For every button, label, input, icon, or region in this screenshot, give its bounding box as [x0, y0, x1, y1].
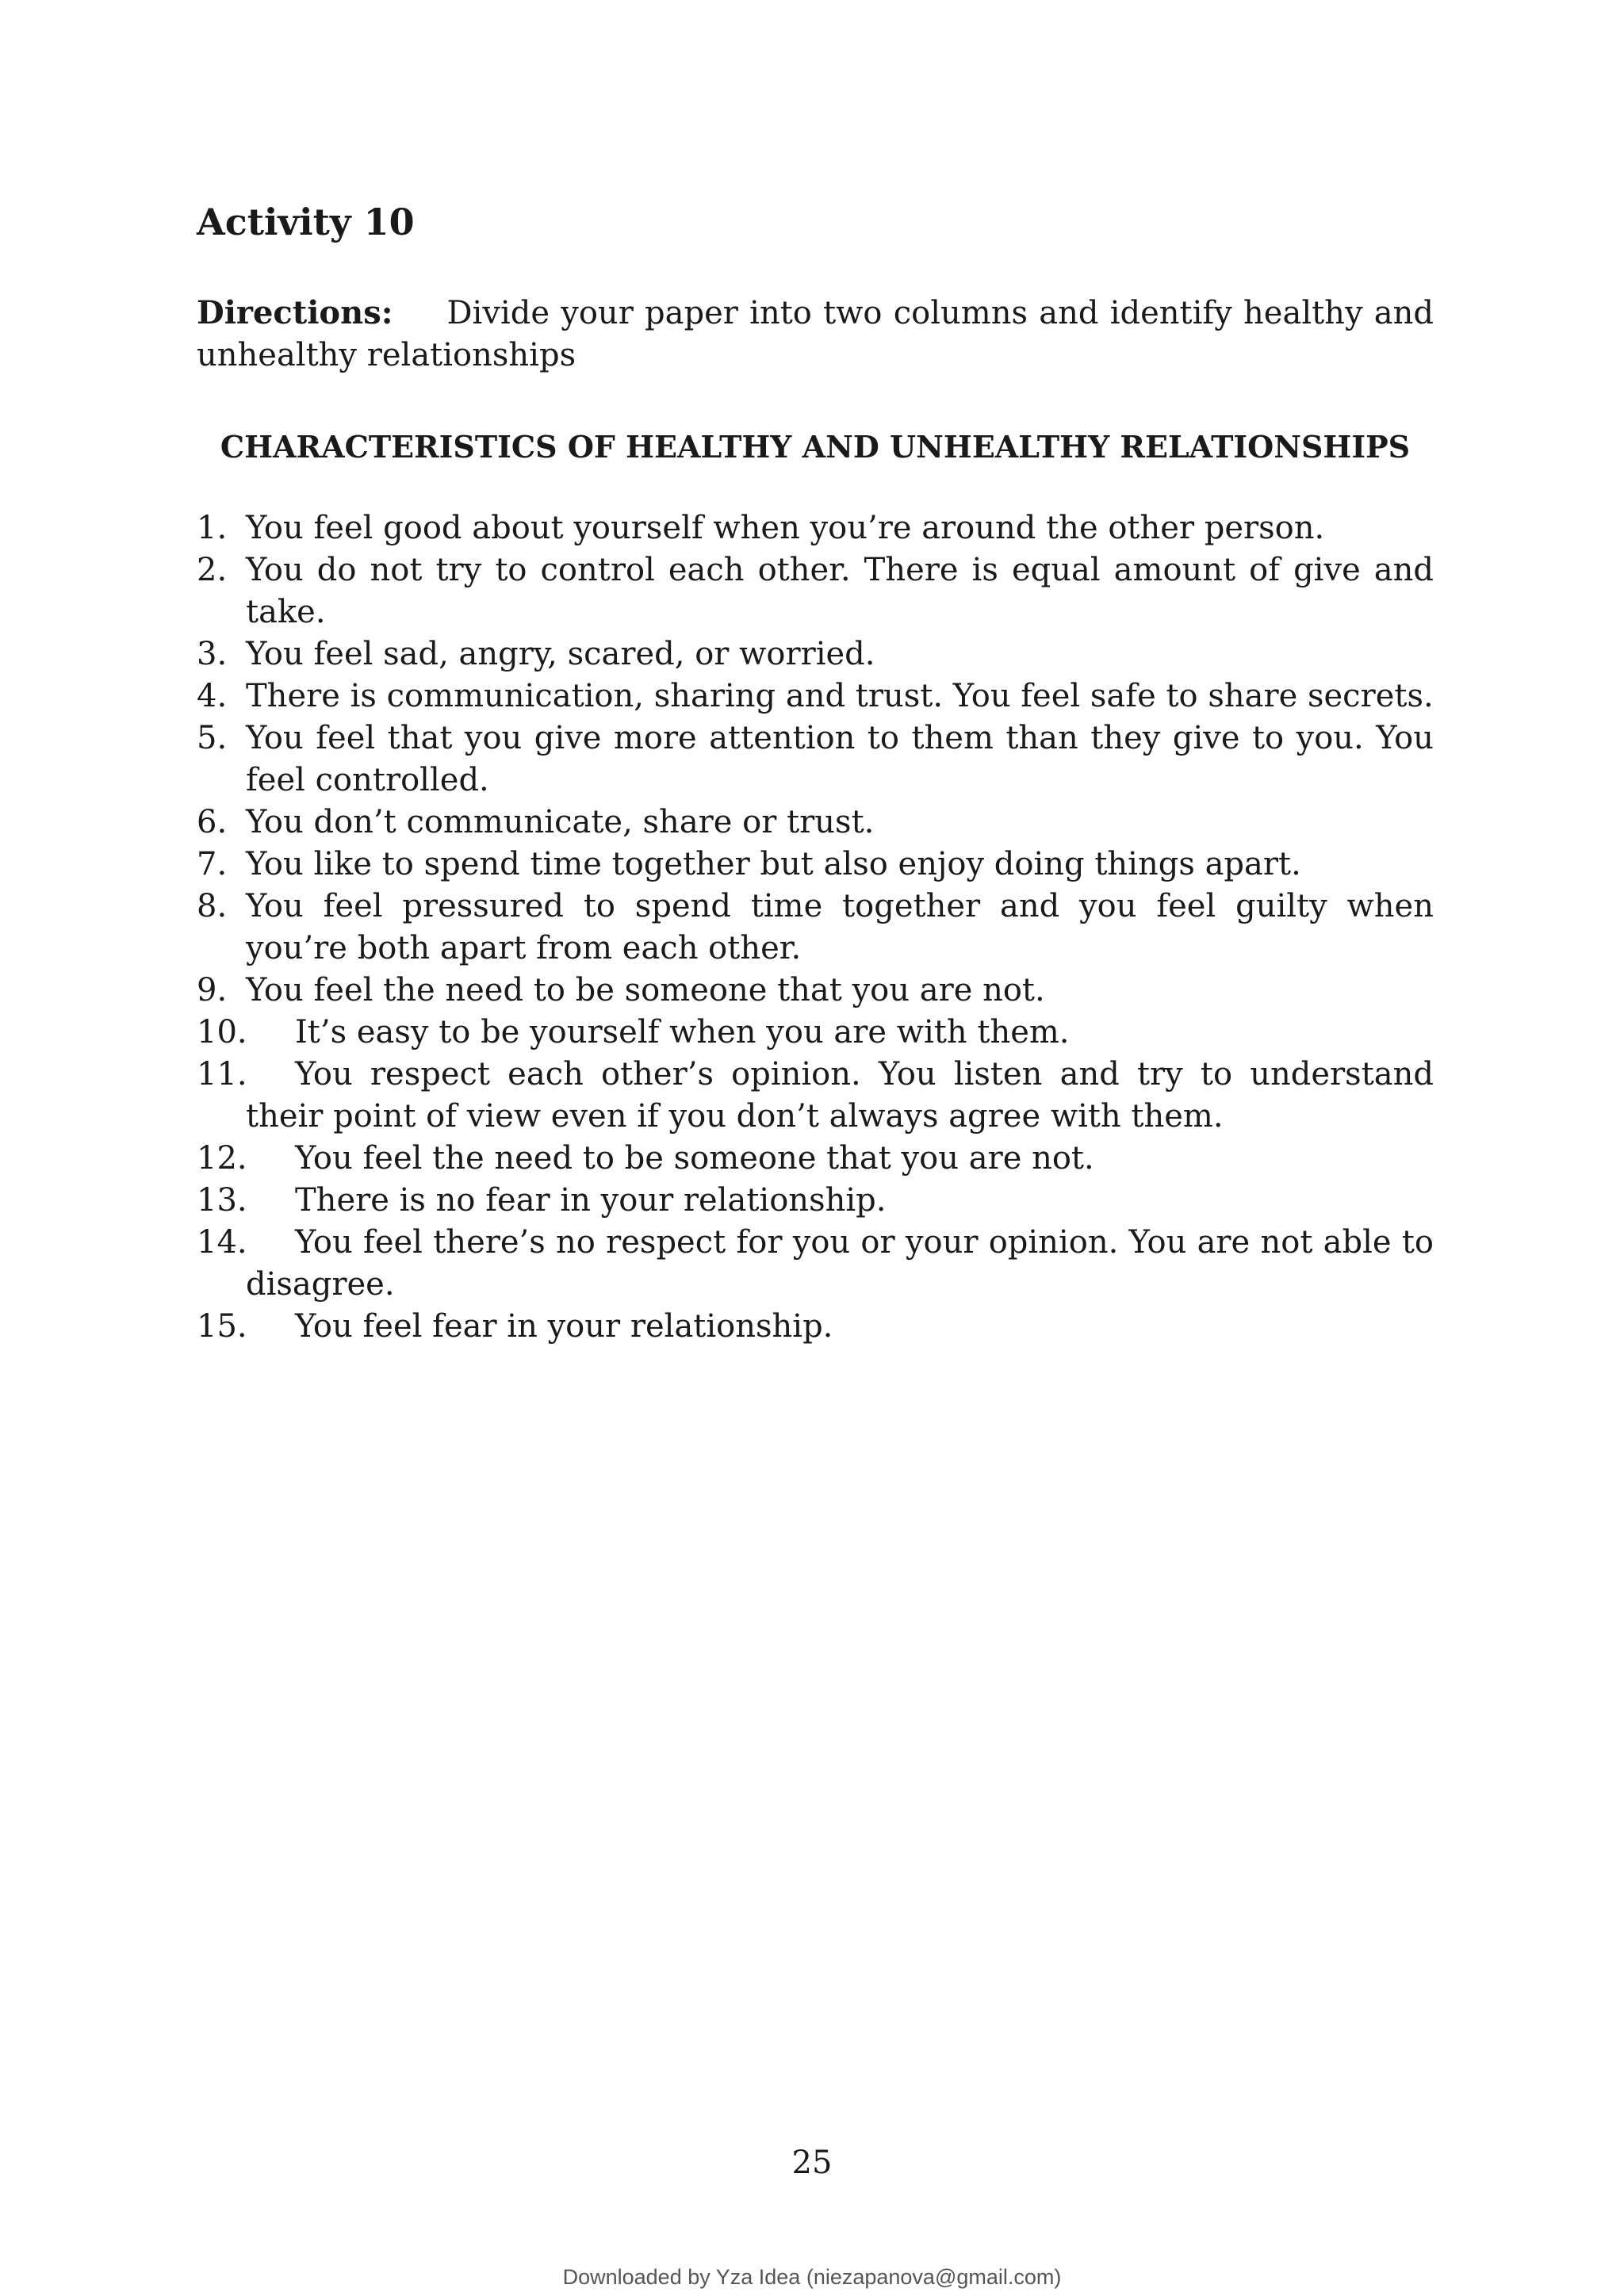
list-item	[197, 970, 1434, 1012]
list-item-text: You feel the need to be someone that you are not.	[295, 1140, 1094, 1177]
list-item-text: You feel the need to be someone that you are not.	[246, 972, 1045, 1008]
list-item	[197, 507, 1434, 549]
list-item	[197, 549, 1434, 633]
directions-label: Directions:	[197, 294, 393, 331]
list-item-text: You like to spend time together but also enjoy doing things apart.	[246, 846, 1301, 882]
page-title: Activity 10	[197, 201, 415, 243]
list-item-number: 1.	[197, 510, 228, 546]
list-item	[197, 802, 1434, 844]
list-item-number: 6.	[197, 804, 228, 840]
list-item-number: 10.	[197, 1014, 247, 1050]
list-item-number: 3.	[197, 636, 228, 672]
list-item-number: 11.	[197, 1056, 247, 1093]
download-credit: Downloaded by Yza Idea (niezapanova@gmail.com)	[562, 2265, 1062, 2289]
list-item	[197, 675, 1434, 718]
list-item-text: It’s easy to be yourself when you are with them.	[295, 1014, 1070, 1050]
list-item-text: You feel pressured to spend time together and you feel guilty when you’re both apart from each other.	[246, 888, 1434, 966]
list-item	[197, 1054, 1434, 1138]
list-item-text: You respect each other’s opinion. You listen and try to understand their point of view even if you don’t always agree with them.	[246, 1056, 1434, 1135]
list-item-number: 8.	[197, 888, 228, 924]
list-item-number: 14.	[197, 1224, 247, 1261]
directions	[197, 292, 1434, 377]
page-number: 25	[791, 2145, 833, 2181]
list-item-number: 15.	[197, 1308, 247, 1345]
list-item-text: There is communication, sharing and trust. You feel safe to share secrets.	[246, 678, 1434, 714]
list-item	[197, 718, 1434, 802]
list-item-number: 13.	[197, 1182, 247, 1219]
list-item-text: You feel that you give more attention to them than they give to you. You feel controlled.	[246, 720, 1434, 798]
list-item	[197, 844, 1434, 886]
list-item-text: There is no fear in your relationship.	[295, 1182, 887, 1219]
list-item-text: You feel good about yourself when you’re around the other person.	[246, 510, 1325, 546]
list-item-number: 9.	[197, 972, 228, 1008]
list-item	[197, 1138, 1434, 1180]
list-item-number: 7.	[197, 846, 228, 882]
characteristics-list	[197, 507, 1434, 1348]
list-item-number: 12.	[197, 1140, 247, 1177]
section-heading: CHARACTERISTICS OF HEALTHY AND UNHEALTHY RELATIONSHIPS	[220, 429, 1411, 465]
list-item-number: 5.	[197, 720, 228, 756]
list-item	[197, 633, 1434, 675]
list-item-text: You feel fear in your relationship.	[295, 1308, 833, 1345]
list-item	[197, 1222, 1434, 1306]
list-item	[197, 1012, 1434, 1054]
list-item-text: You do not try to control each other. There is equal amount of give and take.	[246, 552, 1434, 630]
list-item-number: 2.	[197, 552, 228, 588]
list-item	[197, 1306, 1434, 1348]
list-item	[197, 1180, 1434, 1222]
list-item-text: You don’t communicate, share or trust.	[246, 804, 875, 840]
list-item-text: You feel there’s no respect for you or your opinion. You are not able to disagree.	[246, 1224, 1434, 1303]
directions-text: Divide your paper into two columns and identify healthy and unhealthy relationships	[197, 295, 1434, 373]
list-item	[197, 886, 1434, 970]
list-item-number: 4.	[197, 678, 228, 714]
list-item-text: You feel sad, angry, scared, or worried.	[246, 636, 875, 672]
